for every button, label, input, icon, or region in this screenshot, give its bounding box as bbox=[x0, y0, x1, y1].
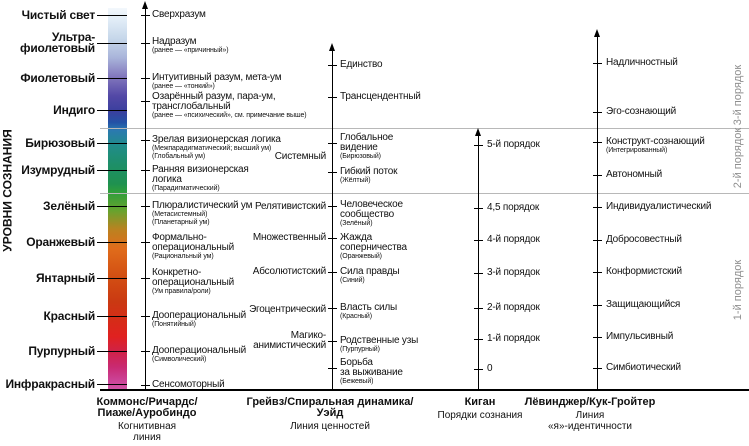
values-line-footer-authors-line: Грейвз/Спиральная динамика/ bbox=[246, 396, 414, 408]
values-line-item-label: сообщество bbox=[340, 209, 394, 220]
cognitive-line-item-sublabel: (Ум правила/роли) bbox=[152, 288, 211, 295]
cognitive-line-item-sublabel: (ранее — «психический», см. примечание выше) bbox=[152, 112, 307, 119]
values-line-tick bbox=[328, 65, 337, 66]
level-label-line: Инфракрасный bbox=[5, 376, 95, 391]
self-identity-line-item-label: Симбиотический bbox=[606, 362, 681, 373]
cognitive-line-right-item bbox=[253, 233, 326, 243]
cognitive-line-item bbox=[152, 73, 281, 91]
level-label-line: Фиолетовый bbox=[20, 70, 95, 85]
values-line-item bbox=[340, 92, 421, 102]
self-identity-line-item bbox=[606, 267, 682, 277]
cognitive-line-item bbox=[152, 135, 281, 160]
cognitive-line-tick bbox=[141, 101, 150, 102]
kegan-orders-item-label: 5-й порядок bbox=[487, 139, 540, 150]
values-line-item bbox=[340, 336, 418, 354]
cognitive-line-right-item-label: Релятивистский bbox=[255, 201, 326, 212]
cognitive-line-item-sublabel: (Понятийный) bbox=[152, 321, 196, 328]
cognitive-line-tick bbox=[141, 78, 150, 79]
level-label-line: Ультра- bbox=[51, 30, 95, 44]
self-identity-line-item-label: Надличностный bbox=[606, 57, 678, 68]
kegan-orders-item bbox=[487, 303, 540, 313]
level-label-line: Зелёный bbox=[43, 198, 95, 213]
values-line-item-label: видение bbox=[340, 142, 378, 153]
level-label-line: Индиго bbox=[53, 102, 95, 117]
cognitive-line-tick bbox=[141, 140, 150, 141]
cognitive-line-item bbox=[152, 346, 246, 364]
cognitive-line-tick bbox=[141, 242, 150, 243]
kegan-orders-item-label: 4-й порядок bbox=[487, 234, 540, 245]
cognitive-line-item-sublabel: (Межпарадигматический; высший ум) bbox=[152, 145, 272, 152]
kegan-orders-item bbox=[487, 140, 540, 150]
cognitive-line-axis-arrow-icon bbox=[142, 1, 148, 9]
values-line-tick bbox=[328, 143, 337, 144]
values-line-item-sublabel: (Бежевый) bbox=[340, 378, 374, 385]
cognitive-line-item-label: операциональный bbox=[152, 277, 234, 288]
level-label bbox=[0, 376, 95, 391]
cognitive-line-right-item-label: Абсолютистский bbox=[252, 266, 326, 277]
self-identity-line-item bbox=[606, 235, 682, 245]
cognitive-line-item bbox=[152, 37, 229, 55]
values-line-tick bbox=[328, 206, 337, 207]
cognitive-line-tick bbox=[141, 206, 150, 207]
self-identity-line-item-label: Конформистский bbox=[606, 266, 682, 277]
cognitive-line-tick bbox=[141, 316, 150, 317]
values-line-item-label: Родственные узы bbox=[340, 335, 419, 346]
cognitive-line-item-label: Дооперациональный bbox=[152, 310, 247, 321]
order-side-label: 3-й порядок bbox=[732, 64, 744, 126]
self-identity-line-item-label: Эго-сознающий bbox=[606, 106, 677, 117]
values-line-item-sublabel: (Жёлтый) bbox=[340, 177, 371, 184]
level-tick-line bbox=[97, 206, 127, 207]
kegan-orders-tick bbox=[474, 145, 483, 146]
self-identity-line-footer bbox=[524, 396, 721, 432]
kegan-orders-axis bbox=[478, 135, 479, 389]
level-tick-line bbox=[97, 384, 127, 385]
level-tick-line bbox=[97, 110, 127, 111]
values-line-item-sublabel: (Оранжевый) bbox=[340, 253, 382, 260]
values-line-item-label: соперничества bbox=[340, 242, 407, 253]
cognitive-line-footer bbox=[96, 396, 248, 443]
kegan-orders-tick bbox=[474, 339, 483, 340]
values-line-item bbox=[340, 133, 393, 161]
cognitive-line-item-sublabel: (Парадигматический) bbox=[152, 185, 220, 192]
values-line-item-label: за выживание bbox=[340, 367, 403, 378]
kegan-orders-item-label: 1-й порядок bbox=[487, 333, 540, 344]
values-line-tick bbox=[328, 172, 337, 173]
values-line-item bbox=[340, 167, 397, 185]
kegan-orders-item bbox=[487, 268, 540, 278]
level-label bbox=[0, 135, 95, 150]
level-label-line: Чистый свет bbox=[21, 7, 95, 22]
kegan-orders-item-label: 3-й порядок bbox=[487, 267, 540, 278]
kegan-orders-footer-linename-line: Порядки сознания bbox=[437, 410, 523, 421]
kegan-orders-item bbox=[487, 235, 540, 245]
cognitive-line-item-label: Сверхразум bbox=[152, 9, 206, 20]
cognitive-line-item-sublabel: (Метасистемный) bbox=[152, 211, 208, 218]
cognitive-line-tick bbox=[141, 385, 150, 386]
cognitive-line-axis bbox=[145, 8, 146, 389]
cognitive-line-item-label: Надразум bbox=[152, 36, 197, 47]
kegan-orders-footer bbox=[437, 396, 523, 421]
level-tick-line bbox=[97, 170, 127, 171]
self-identity-line-item-label: Конструкт-сознающий bbox=[606, 136, 705, 147]
cognitive-line-right-item bbox=[275, 152, 326, 162]
level-tick-line bbox=[97, 278, 127, 279]
kegan-orders-footer-authors bbox=[465, 397, 496, 408]
self-identity-line-item-label: Индивидуалистический bbox=[606, 201, 712, 212]
cognitive-line-item bbox=[152, 233, 234, 261]
kegan-orders-footer-linename bbox=[438, 411, 523, 422]
self-identity-line-item-label: Импульсивный bbox=[606, 331, 674, 342]
self-identity-line-item-label: Добросовестный bbox=[606, 234, 682, 245]
level-tick-line bbox=[97, 78, 127, 79]
self-identity-line-tick bbox=[593, 207, 602, 208]
cognitive-line-footer-linename bbox=[118, 422, 176, 443]
cognitive-line-item-sublabel: (Планетарный ум) bbox=[152, 218, 210, 226]
self-identity-line-tick bbox=[593, 368, 602, 369]
values-line-tick bbox=[328, 341, 337, 342]
values-line-item bbox=[340, 200, 403, 228]
kegan-orders-item-label: 2-й порядок bbox=[487, 302, 540, 313]
values-line-item bbox=[340, 358, 403, 386]
values-line-item-sublabel: (Пурпурный) bbox=[340, 346, 380, 353]
self-identity-line-item bbox=[606, 137, 705, 155]
color-gradient-bar bbox=[108, 8, 127, 390]
self-identity-line-tick bbox=[593, 272, 602, 273]
kegan-orders-tick bbox=[474, 208, 483, 209]
level-label bbox=[0, 234, 95, 249]
values-line-item-label: Сила правды bbox=[340, 266, 400, 277]
cognitive-line-tick bbox=[141, 15, 150, 16]
values-line-tick bbox=[328, 97, 337, 98]
kegan-orders-tick bbox=[474, 369, 483, 370]
level-label-line: Красный bbox=[43, 308, 95, 323]
cognitive-line-footer-linename-line: Когнитивная bbox=[117, 421, 177, 432]
cognitive-line-item-sublabel: (Глобальный ум) bbox=[152, 152, 206, 160]
level-label-line: Янтарный bbox=[35, 270, 95, 285]
values-line-item-label: Глобальное bbox=[340, 132, 394, 143]
tier-divider-line bbox=[100, 193, 749, 194]
order-side-label: 1-й порядок bbox=[732, 259, 744, 321]
cognitive-line-footer-linename-line: линия bbox=[133, 431, 161, 443]
cognitive-line-item-label: трансглобальный bbox=[152, 101, 231, 112]
self-identity-line-footer-authors-line: Лёвинджер/Кук-Гройтер bbox=[524, 396, 656, 408]
values-line-axis bbox=[332, 50, 333, 389]
level-label bbox=[0, 32, 95, 54]
level-label-line: Оранжевый bbox=[26, 234, 95, 249]
cognitive-line-item bbox=[152, 201, 252, 226]
self-identity-line-item bbox=[606, 202, 711, 212]
cognitive-line-right-item-label: Магико- bbox=[290, 330, 326, 341]
cognitive-line-footer-authors-line: Коммонс/Ричардс/ bbox=[96, 396, 198, 408]
cognitive-line-footer-authors-line: Пиаже/Ауробиндо bbox=[97, 407, 197, 419]
self-identity-line-tick bbox=[593, 142, 602, 143]
cognitive-line-item-label: Формально- bbox=[152, 232, 207, 243]
cognitive-line-item-label: Дооперациональный bbox=[152, 345, 247, 356]
cognitive-line-right-item bbox=[255, 202, 326, 212]
kegan-orders-item bbox=[487, 203, 539, 213]
cognitive-line-right-item-label: анимистический bbox=[253, 340, 326, 351]
values-line-tick bbox=[328, 308, 337, 309]
cognitive-line-item-sublabel: (ранее — «причинный») bbox=[152, 47, 229, 54]
cognitive-line-item-label: Сенсомоторный bbox=[152, 379, 225, 390]
values-line-item-label: Трансцендентный bbox=[340, 91, 421, 102]
self-identity-line-item bbox=[606, 170, 662, 180]
levels-axis-title: УРОВНИ СОЗНАНИЯ bbox=[0, 129, 15, 252]
level-label bbox=[0, 270, 95, 285]
cognitive-line-item bbox=[152, 380, 224, 390]
cognitive-line-tick bbox=[141, 351, 150, 352]
cognitive-line-item-label: Конкретно- bbox=[152, 267, 202, 278]
cognitive-line-right-item bbox=[253, 331, 326, 351]
level-label bbox=[0, 70, 95, 85]
values-line-item bbox=[340, 267, 400, 285]
self-identity-line-item bbox=[606, 332, 673, 342]
level-label-line: Бирюзовый bbox=[25, 135, 95, 150]
level-label-line: Пурпурный bbox=[28, 343, 95, 358]
self-identity-line-item-sublabel: (Интегрированный) bbox=[606, 147, 668, 154]
cognitive-line-item-label: Интуитивный разум, мета-ум bbox=[152, 72, 282, 83]
values-line-item-sublabel: (Красный) bbox=[340, 313, 372, 320]
self-identity-line-footer-linename-line: Линия bbox=[575, 410, 605, 421]
level-label-line: фиолетовый bbox=[20, 41, 95, 55]
values-line-item-sublabel: (Синий) bbox=[340, 277, 365, 284]
values-line-tick bbox=[328, 272, 337, 273]
cognitive-line-item bbox=[152, 311, 246, 329]
kegan-orders-tick bbox=[474, 308, 483, 309]
level-label bbox=[0, 102, 95, 117]
level-tick-line bbox=[97, 43, 127, 44]
cognitive-line-item-sublabel: (Символический) bbox=[152, 356, 207, 363]
self-identity-line-item bbox=[606, 58, 678, 68]
values-line-item-label: Борьба bbox=[340, 357, 373, 368]
cognitive-line-item bbox=[152, 10, 206, 20]
values-line-footer-authors-line: Уэйд bbox=[316, 407, 344, 419]
order-side-label: 2-й порядок bbox=[732, 127, 744, 189]
cognitive-line-item bbox=[152, 92, 306, 120]
cognitive-line-right-item-label: Эгоцентрический bbox=[249, 304, 326, 315]
self-identity-line-item bbox=[606, 363, 681, 373]
values-line-item bbox=[340, 303, 397, 321]
self-identity-line-tick bbox=[593, 63, 602, 64]
cognitive-line-right-item bbox=[249, 305, 326, 315]
cognitive-line-tick bbox=[141, 170, 150, 171]
cognitive-line-right-item bbox=[253, 267, 326, 277]
self-identity-line-tick bbox=[593, 337, 602, 338]
self-identity-line-item-label: Автономный bbox=[606, 169, 663, 180]
level-tick-line bbox=[97, 351, 127, 352]
cognitive-line-item-label: Озарённый разум, пара-ум, bbox=[152, 91, 276, 102]
kegan-orders-tick bbox=[474, 273, 483, 274]
values-line-item-label: Гибкий поток bbox=[340, 166, 398, 177]
self-identity-line-axis-arrow-icon bbox=[594, 29, 600, 37]
cognitive-line-item-sublabel: (ранее — «тонкий») bbox=[152, 83, 215, 90]
self-identity-line-tick bbox=[593, 112, 602, 113]
cognitive-line-item bbox=[152, 268, 234, 296]
cognitive-line-tick bbox=[141, 278, 150, 279]
cognitive-line-item-label: Ранняя визионерская bbox=[152, 164, 249, 175]
values-line-item-label: Единство bbox=[340, 59, 383, 70]
level-tick-line bbox=[97, 316, 127, 317]
cognitive-line-footer-authors bbox=[96, 397, 197, 419]
cognitive-line-right-item-label: Множественный bbox=[252, 232, 326, 243]
values-line-item-label: Власть силы bbox=[340, 302, 398, 313]
level-tick-line bbox=[97, 242, 127, 243]
cognitive-line-item-sublabel: (Рациональный ум) bbox=[152, 253, 214, 260]
values-line-item-sublabel: (Зелёный) bbox=[340, 220, 373, 227]
self-identity-line-item-label: Защищающийся bbox=[606, 299, 681, 310]
cognitive-line-item-label: операциональный bbox=[152, 242, 234, 253]
self-identity-line-footer-linename bbox=[548, 411, 632, 432]
self-identity-line-item bbox=[606, 300, 680, 310]
values-line-tick bbox=[328, 238, 337, 239]
tier-divider-line bbox=[100, 128, 749, 129]
values-line-tick bbox=[328, 368, 337, 369]
level-label bbox=[0, 343, 95, 358]
values-line-item-sublabel: (Бирюзовый) bbox=[340, 153, 381, 160]
cognitive-line-item-label: логика bbox=[152, 174, 182, 185]
self-identity-line-tick bbox=[593, 175, 602, 176]
values-line-item bbox=[340, 60, 382, 70]
level-label bbox=[0, 162, 95, 177]
kegan-orders-tick bbox=[474, 240, 483, 241]
values-line-item-label: Жажда bbox=[340, 232, 372, 243]
values-line-footer-linename-line: Линия ценностей bbox=[290, 421, 370, 432]
cognitive-line-right-item-label: Системный bbox=[274, 151, 326, 162]
cognitive-line-item bbox=[152, 165, 249, 193]
values-line-footer-authors bbox=[247, 397, 414, 419]
kegan-orders-item-label: 0 bbox=[487, 363, 493, 374]
self-identity-line-item bbox=[606, 107, 676, 117]
kegan-orders-item bbox=[487, 364, 492, 374]
cognitive-line-item-label: Плюралистический ум bbox=[152, 200, 253, 211]
self-identity-line-footer-authors bbox=[525, 397, 656, 408]
kegan-orders-axis-arrow-icon bbox=[475, 128, 481, 136]
values-line-item bbox=[340, 233, 407, 261]
values-line-axis-arrow-icon bbox=[329, 43, 335, 51]
values-line-item-label: Человеческое bbox=[340, 199, 403, 210]
level-tick-line bbox=[97, 15, 127, 16]
level-label-line: Изумрудный bbox=[21, 162, 95, 177]
kegan-orders-item bbox=[487, 334, 540, 344]
self-identity-line-footer-linename-line: «я»-идентичности bbox=[548, 420, 632, 432]
level-label bbox=[0, 308, 95, 323]
level-tick-line bbox=[97, 143, 127, 144]
self-identity-line-tick bbox=[593, 305, 602, 306]
kegan-orders-footer-authors-line: Киган bbox=[464, 396, 496, 408]
values-line-footer-linename bbox=[290, 422, 370, 433]
kegan-orders-item-label: 4,5 порядок bbox=[487, 202, 540, 213]
level-label bbox=[0, 7, 95, 22]
cognitive-line-tick bbox=[141, 43, 150, 44]
cognitive-line-item-label: Зрелая визионерская логика bbox=[152, 134, 281, 145]
self-identity-line-tick bbox=[593, 240, 602, 241]
level-label bbox=[0, 198, 95, 213]
